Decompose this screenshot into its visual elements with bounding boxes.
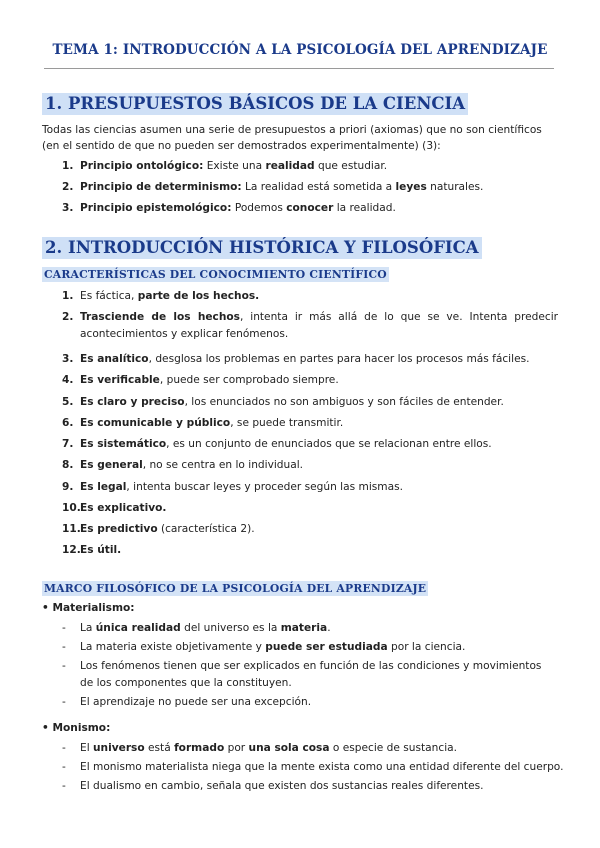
characteristic-item: 2. Trasciende de los hechos, intenta ir más allá de lo que se ve. Intenta predecir acontecimientos y explicar fenómenos.	[62, 311, 558, 340]
characteristic-item: 1. Es fáctica, parte de los hechos.	[62, 290, 260, 302]
subsection-framework-heading: MARCO FILOSÓFICO DE LA PSICOLOGÍA DEL APRENDIZAJE	[44, 582, 427, 595]
section-1-heading	[42, 94, 468, 113]
characteristic-item: 11.Es predictivo (característica 2).	[62, 523, 255, 535]
section-1-intro: Todas las ciencias asumen una serie de presupuestos a priori (axiomas) que no son científicos (en el sentido de que no pueden ser demostrados experimentalmente) (3):	[42, 124, 542, 152]
characteristic-item: 9. Es legal, intenta buscar leyes y proceder según las mismas.	[62, 481, 403, 493]
materialismo-heading: • Materialismo:	[42, 602, 135, 614]
list-item: - La única realidad del universo es la materia.	[62, 622, 331, 634]
principle-item: 2. Principio de determinismo: La realidad está sometida a leyes naturales.	[62, 181, 484, 193]
monismo-heading: • Monismo:	[42, 722, 111, 734]
section-1-heading-text: 1. PRESUPUESTOS BÁSICOS DE LA CIENCIA	[42, 93, 468, 115]
characteristic-item: 6. Es comunicable y público, se puede transmitir.	[62, 417, 344, 429]
principle-item: 3. Principio epistemológico: Podemos conocer la realidad.	[62, 202, 396, 214]
characteristic-item: 5. Es claro y preciso, los enunciados no son ambiguos y son fáciles de entender.	[62, 396, 504, 408]
characteristic-item: 12.Es útil.	[62, 544, 122, 556]
characteristic-item: 4. Es verificable, puede ser comprobado siempre.	[62, 374, 339, 386]
subsection-characteristics-heading: CARACTERÍSTICAS DEL CONOCIMIENTO CIENTÍFICO	[44, 268, 387, 281]
section-2-heading-text: 2. INTRODUCCIÓN HISTÓRICA Y FILOSÓFICA	[42, 237, 482, 259]
title-divider	[44, 68, 554, 69]
list-item: - El aprendizaje no puede ser una excepción.	[62, 696, 312, 708]
list-item: - Los fenómenos tienen que ser explicados en función de las condiciones y movimientos de los componentes que la constituyen.	[62, 660, 542, 689]
list-item: - El monismo materialista niega que la mente exista como una entidad diferente del cuerpo.	[62, 761, 564, 773]
list-item: - La materia existe objetivamente y puede ser estudiada por la ciencia.	[62, 641, 466, 653]
list-item: - El dualismo en cambio, señala que existen dos sustancias reales diferentes.	[62, 780, 484, 792]
characteristic-item: 7. Es sistemático, es un conjunto de enunciados que se relacionan entre ellos.	[62, 438, 492, 450]
section-2-heading	[42, 238, 482, 257]
characteristic-item: 10.Es explicativo.	[62, 502, 167, 514]
document-title: TEMA 1: INTRODUCCIÓN A LA PSICOLOGÍA DEL APRENDIZAJE	[52, 42, 548, 58]
characteristic-item: 3. Es analítico, desglosa los problemas en partes para hacer los procesos más fáciles.	[62, 353, 530, 365]
characteristic-item: 8. Es general, no se centra en lo individual.	[62, 459, 304, 471]
principle-item: 1. Principio ontológico: Existe una realidad que estudiar.	[62, 160, 388, 172]
list-item: - El universo está formado por una sola cosa o especie de sustancia.	[62, 742, 458, 754]
